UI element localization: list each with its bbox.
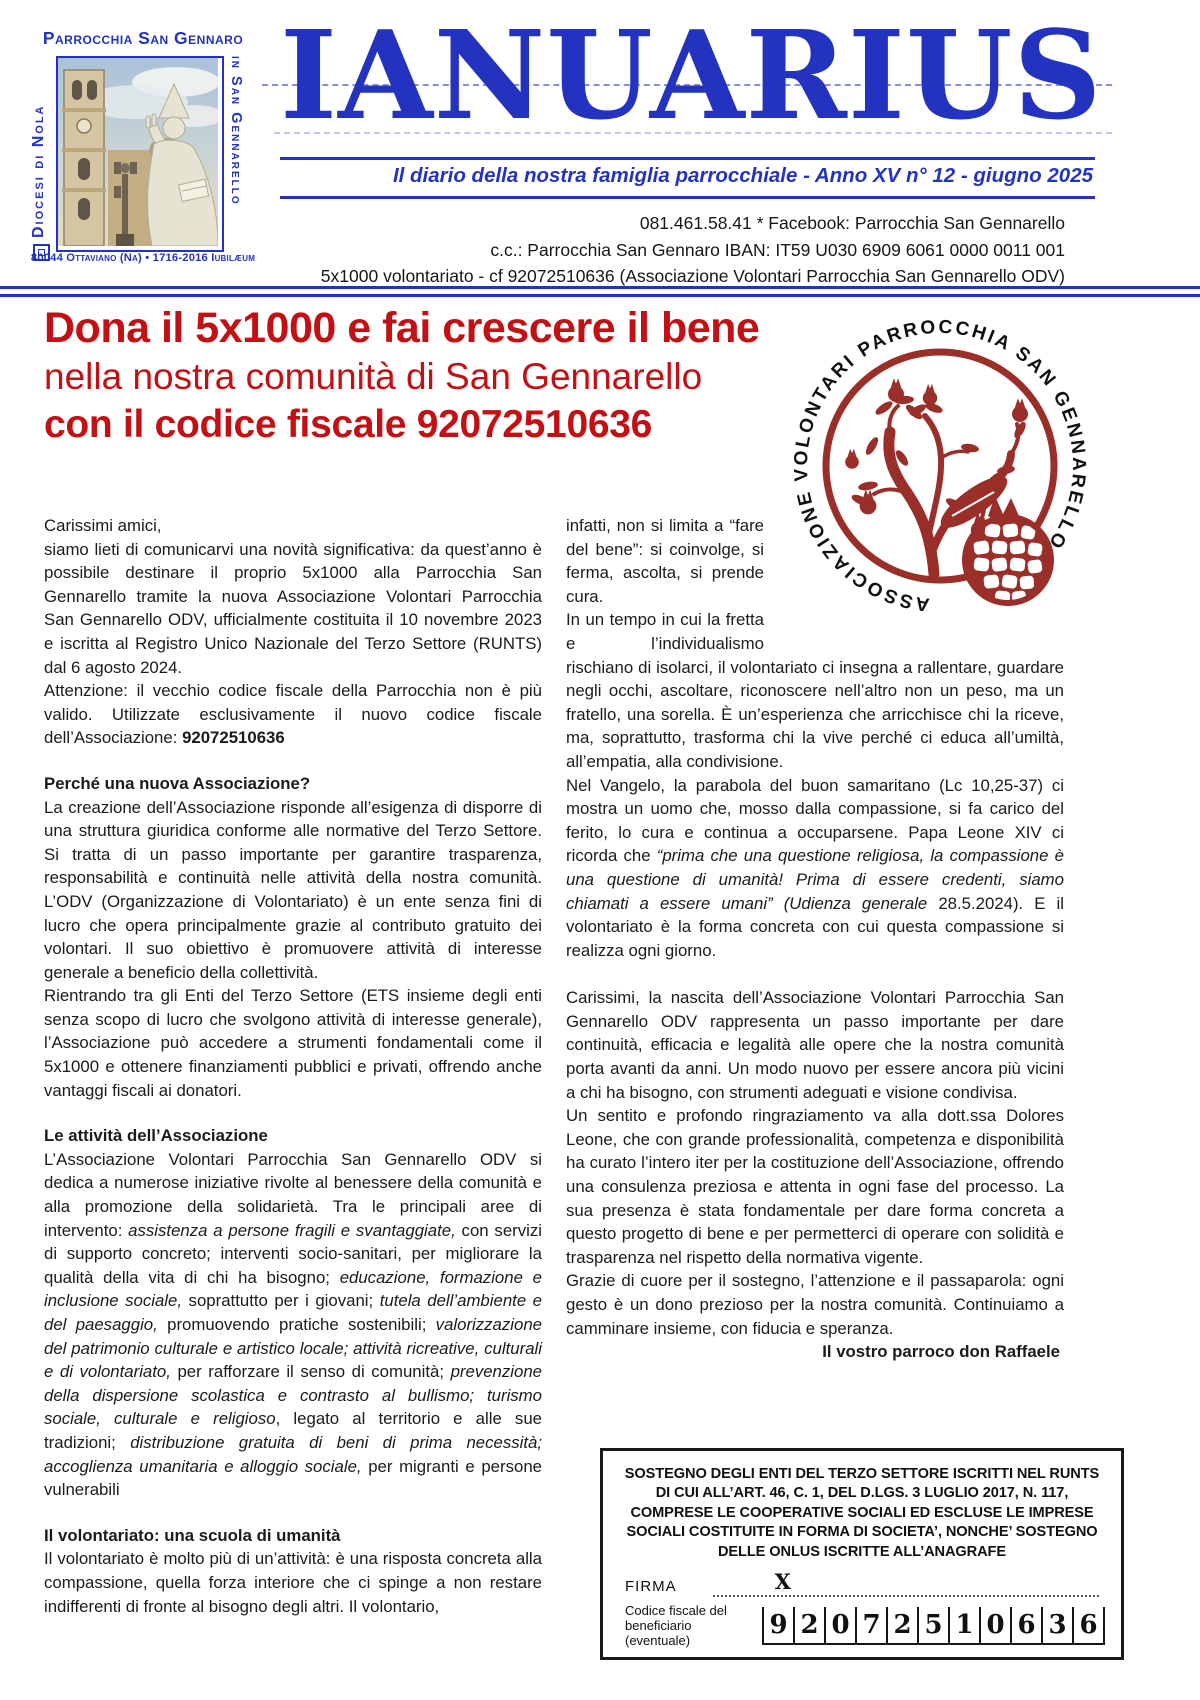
- firma-label: FIRMA: [625, 1578, 677, 1595]
- form-box-5x1000: [600, 1448, 1124, 1660]
- cf-digit: 3: [1041, 1607, 1072, 1643]
- fiscal-code-row: [625, 1603, 1105, 1648]
- contact-line-iban: c.c.: Parrocchia San Gennaro IBAN: IT59 U030 6909 6061 0000 0011 001: [490, 239, 1065, 260]
- paragraph-creazione: La creazione dell’Associazione risponde all’esigenza di disporre di una struttura giuridica conforme alle normative del Terzo Settore. Si tratta di un passo importante per garantire trasparenza, responsabilità e continuità nelle attività della nostra comunità. L’ODV (Organizzazione di Volontariato) è un ente senza fini di lucro che opera principalmente grazie al contributo gratuito dei volontari. Il suo obiettivo è promuovere attività di interesse generale a beneficio della collettività.: [44, 797, 542, 982]
- paragraph-infatti: infatti, non si limita a “fare del bene”: si coinvolge, si ferma, ascolta, si prende cura.: [566, 516, 764, 606]
- parish-photo-frame: [56, 56, 224, 252]
- cf-digit: 5: [917, 1607, 948, 1643]
- paragraph-volontariato: Il volontariato è molto più di un’attività: è una risposta concreta alla compassione, quella forza interiore che ci spinge a non restare indifferenti di fronte al bisogno degli altri. Il volontario,: [44, 1549, 542, 1616]
- heading-attivita: Le attività dell’Associazione: [44, 1126, 268, 1146]
- signature-dotted-line[interactable]: [713, 1569, 1099, 1597]
- parish-brand-block: [30, 24, 256, 280]
- contact-line-5x1000: 5x1000 volontariato - cf 92072510636 (Associazione Volontari Parrocchia San Gennarello ODV): [320, 266, 1065, 286]
- brand-parish-name: Parrocchia San Gennaro: [42, 28, 244, 48]
- logo-text-wrap-spacer: [764, 514, 1064, 633]
- cf-digit: 0: [824, 1607, 855, 1643]
- headline: [44, 302, 794, 450]
- heading-perche: Perché una nuova Associazione?: [44, 773, 311, 793]
- headline-line1: Dona il 5x1000 e fai crescere il bene: [44, 304, 760, 352]
- title-construction-line: [262, 84, 1112, 86]
- signature-row: [625, 1569, 1099, 1597]
- cf-digit: 6: [1010, 1607, 1041, 1643]
- association-ring-text: ASSOCIAZIONE VOLONTARI PARROCCHIA SAN GENNARELLO: [790, 316, 1090, 615]
- section-double-rule: [0, 286, 1200, 297]
- title-construction-line: [274, 132, 1112, 134]
- newspaper-title: IANUARIUS: [280, 3, 1103, 147]
- paragraph-intro: siamo lieti di comunicarvi una novità significativa: da quest’anno è possibile destinare il proprio 5x1000 alla Parrocchia San Gennarello tramite la nuova Associazione Volontari Parrocchia San Gennarello ODV, ufficialmente costituita il 10 novembre 2023 e iscritta al Registro Unico Nazionale del Terzo Settore (RUNTS) dal 6 agosto 2024.: [44, 539, 542, 677]
- paragraph-ets: Rientrando tra gli Enti del Terzo Settore (ETS insieme degli enti senza scopo di lucro che svolgono attività di interesse generale), l’Associazione può accedere a strumenti fondamentali come il 5x1000 e ottenere finanziamenti pubblici e privati, offrendo anche vantaggi fiscali ai donatori.: [44, 986, 542, 1100]
- paragraph-grazie: Grazie di cuore per il sostegno, l’attenzione e il passaparola: ogni gesto è un dono prezioso per la nostra comunità. Continuiamo a camminare insieme, con fiducia e speranza.: [566, 1271, 1064, 1338]
- cf-digit: 6: [1072, 1607, 1105, 1643]
- title-area: [280, 3, 1103, 292]
- paragraph-vangelo: Nel Vangelo, la parabola del buon samaritano (Lc 10,25-37) ci mostra un uomo che, mosso dalla compassione, si fa carico del ferito, lo cura e continua a occuparsene. Papa Leone XIV ci ricorda che “prima che una questione religiosa, la compassione è una questione di umanità! Prima di essere credenti, siamo chiamati a essere umani” (Udienza generale 28.5.2024). E il volontariato è la forma concreta con cui questa compassione si realizza ogni giorno.: [566, 775, 1064, 960]
- firma-x-mark: X: [774, 1569, 791, 1594]
- form-legal-text: SOSTEGNO DEGLI ENTI DEL TERZO SETTORE ISCRITTI NEL RUNTS DI CUI ALL’ART. 46, C. 1, DEL D.LGS. 3 LUGLIO 2017, N. 117, COMPRESE LE COOPERATIVE SOCIALI ED ESCLUSE LE IMPRESE SOCIALI COSTITUITE IN FORMA DI SOCIETA’, NONCHE’ SOSTEGNO DELLE ONLUS ISCRITTE ALL’ANAGRAFE: [624, 1466, 1100, 1560]
- divider-rule: [280, 157, 1095, 160]
- paragraph-tempo: In un tempo in cui la fretta e l’individualismo rischiano di isolarci, il volontariato ci insegna a rallentare, guardare negli occhi, ascoltare, riconoscere nell’altro non un peso, ma un fratello, una sorella. È un’esperienza che arricchisce chi la riceve, ma, soprattutto, trasforma chi la vive perché ci educa all’umiltà, all’empatia, alla condivisione.: [566, 610, 1064, 771]
- contact-info: [321, 210, 1065, 290]
- heading-volontariato: Il volontariato: una scuola di umanità: [44, 1525, 341, 1545]
- brand-diocese-vertical: Diocesi di Nola: [30, 104, 47, 238]
- signature: Il vostro parroco don Raffaele: [822, 1342, 1060, 1362]
- paragraph-attivita: L’Associazione Volontari Parrocchia San Gennarello ODV si dedica a numerose iniziative rivolte al benessere della comunità e alla promozione della solidarietà. Tra le principali aree di intervento: assistenza a persone fragili e svantaggiate, con servizi di supporto concreto; interventi socio-sanitari, per migliorare la qualità della vita di chi ha bisogno; educazione, formazione e inclusione sociale, soprattutto per i giovani; tutela dell’ambiente e del paesaggio, promuovendo pratiche sostenibili; valorizzazione del patrimonio culturale e artistico locale; attività ricreative, culturali e di volontariato, per rafforzare il senso di comunità; prevenzione della dispersione scolastica e contrasto al bullismo; turismo sociale, culturale e religioso, legato al territorio e alle sue tradizioni; distribuzione gratuita di beni di prima necessità; accoglienza umanitaria e alloggio sociale, per migranti e persone vulnerabili: [44, 1149, 543, 1500]
- cf-digit: 2: [886, 1607, 917, 1643]
- salutation: Carissimi amici,: [44, 516, 162, 535]
- masthead: [0, 0, 1200, 300]
- headline-line3: con il codice fiscale 92072510636: [44, 403, 653, 446]
- divider-rule: [280, 196, 1095, 199]
- cf-digit: 9: [762, 1607, 793, 1643]
- paragraph-carissimi: Carissimi, la nascita dell’Associazione Volontari Parrocchia San Gennarello ODV rappresenta un passo importante per dare continuità, efficacia e legalità alle opere che la nostra comunità porta avanti da anni. Un modo nuovo per essere ancora più vicini a chi ha bisogno, con strumenti adeguati e visione condivisa.: [566, 988, 1064, 1102]
- paragraph-attenzione: Attenzione: il vecchio codice fiscale della Parrocchia non è più valido. Utilizzate esclusivamente il nuovo codice fiscale dell’Associazione: 92072510636: [44, 681, 542, 748]
- cf-digit: 7: [855, 1607, 886, 1643]
- brand-caption: 80044 Ottaviano (Na) • 1716-2016 Iubilæum: [30, 252, 256, 264]
- headline-line2: nella nostra comunità di San Gennarello: [44, 356, 703, 397]
- paragraph-ringraziamento: Un sentito e profondo ringraziamento va alla dott.ssa Dolores Leone, che con grande professionalità, competenza e disponibilità ha curato l’intero iter per la costituzione dell’Associazione, offrendo una consulenza preziosa e attenta in ogni fase del processo. La sua presenza è stata fondamentale per dare forma concreta a questo progetto di bene e per permetterci di operare con solidità e trasparenza nel rispetto della normativa vigente.: [566, 1106, 1064, 1267]
- fiscal-code-label: Codice fiscale del beneficiario (eventuale): [625, 1603, 727, 1648]
- contact-line-phone: 081.461.58.41 * Facebook: Parrocchia San Gennarello: [639, 213, 1065, 233]
- brand-location-vertical: in San Gennarello: [228, 56, 244, 206]
- fiscal-code-cells[interactable]: [762, 1607, 1105, 1645]
- parish-photo: [58, 58, 218, 246]
- newspaper-subtitle: Il diario della nostra famiglia parrocchiale - Anno XV n° 12 - giugno 2025: [392, 164, 1093, 187]
- cf-digit: 0: [979, 1607, 1010, 1643]
- cf-digit: 1: [948, 1607, 979, 1643]
- cf-digit: 2: [793, 1607, 824, 1643]
- left-column: [44, 514, 542, 1618]
